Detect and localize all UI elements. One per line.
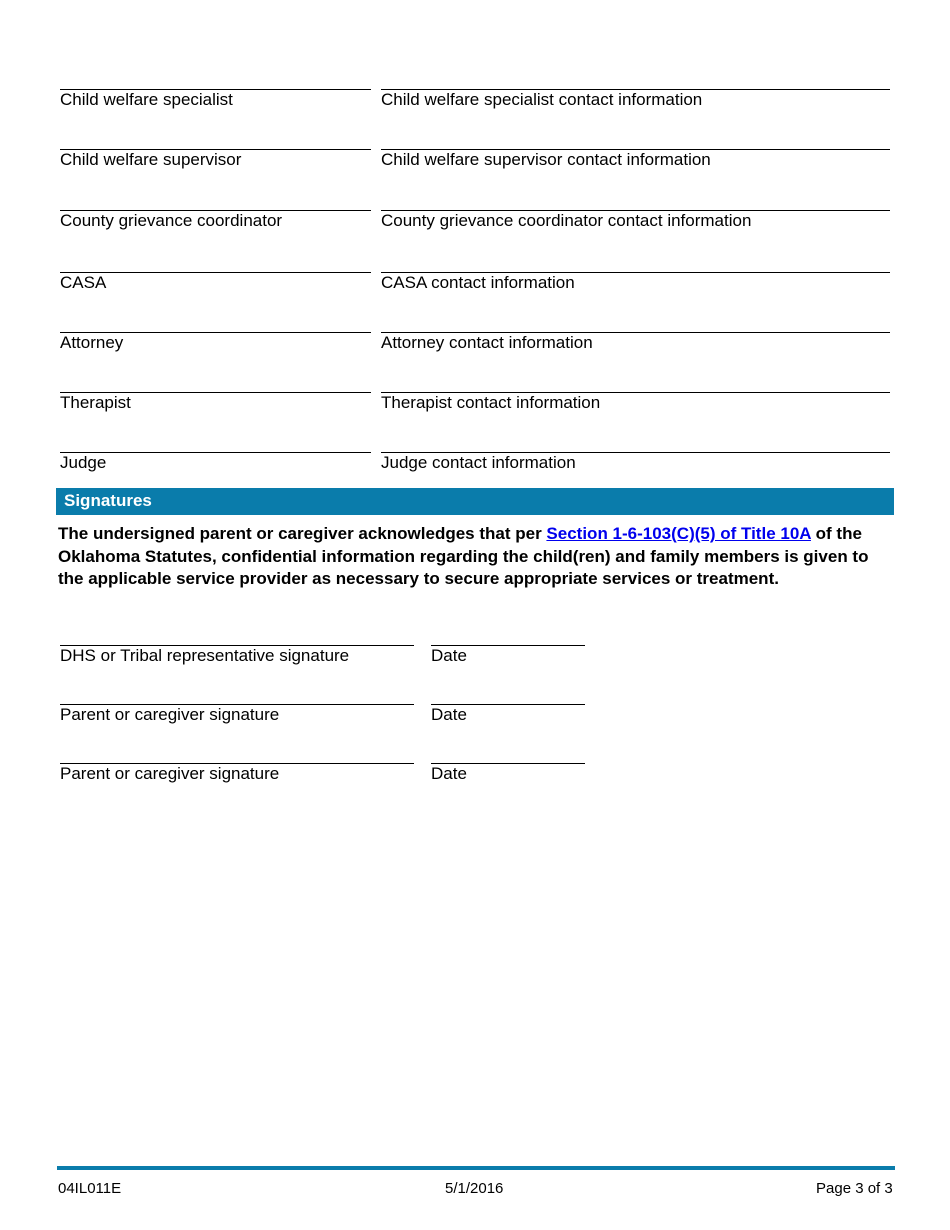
- judge-contact-field[interactable]: [381, 452, 890, 481]
- attorney-contact-label: Attorney contact information: [381, 333, 593, 352]
- page-number: Page 3 of 3: [816, 1180, 893, 1197]
- grievance-label: County grievance coordinator: [60, 211, 283, 230]
- parent-signature-label-1: Parent or caregiver signature: [60, 705, 280, 724]
- parent-date-label-2: Date: [431, 764, 467, 783]
- casa-name-field[interactable]: [60, 272, 371, 301]
- therapist-name-field[interactable]: [60, 392, 371, 421]
- attorney-name-field[interactable]: [60, 332, 371, 361]
- parent-date-field-2[interactable]: [431, 763, 585, 792]
- contact-row-attorney: [0, 332, 950, 362]
- contact-row-grievance: [0, 210, 950, 240]
- supervisor-contact-field[interactable]: [381, 149, 890, 178]
- dhs-date-field[interactable]: [431, 645, 585, 674]
- parent-date-label-1: Date: [431, 705, 467, 724]
- casa-label: CASA: [60, 273, 107, 292]
- judge-contact-label: Judge contact information: [381, 453, 576, 472]
- ack-text-after: of the Oklahoma Statutes, confidential information regarding the child(ren) and family members is given to the applicable service provider as necessary to secure appropriate services or treatment.: [58, 524, 869, 588]
- grievance-contact-field[interactable]: [381, 210, 890, 239]
- judge-name-field[interactable]: [60, 452, 371, 481]
- parent-signature-label-2: Parent or caregiver signature: [60, 764, 280, 783]
- casa-contact-label: CASA contact information: [381, 273, 575, 292]
- grievance-name-field[interactable]: [60, 210, 371, 239]
- therapist-contact-field[interactable]: [381, 392, 890, 421]
- dhs-signature-field[interactable]: [60, 645, 414, 674]
- casa-contact-field[interactable]: [381, 272, 890, 301]
- dhs-signature-label: DHS or Tribal representative signature: [60, 646, 350, 665]
- signature-row-parent-2: [0, 763, 950, 793]
- contact-row-judge: [0, 452, 950, 482]
- attorney-label: Attorney: [60, 333, 124, 352]
- signature-row-dhs: [0, 645, 950, 675]
- signatures-section-title: Signatures: [64, 491, 152, 510]
- contact-row-casa: [0, 272, 950, 302]
- attorney-contact-field[interactable]: [381, 332, 890, 361]
- specialist-name-field[interactable]: [60, 89, 371, 118]
- dhs-date-label: Date: [431, 646, 467, 665]
- parent-signature-field-1[interactable]: [60, 704, 414, 733]
- contact-row-therapist: [0, 392, 950, 422]
- supervisor-contact-label: Child welfare supervisor contact information: [381, 150, 711, 169]
- supervisor-label: Child welfare supervisor: [60, 150, 242, 169]
- therapist-contact-label: Therapist contact information: [381, 393, 601, 412]
- footer-rule: [57, 1166, 895, 1170]
- specialist-label: Child welfare specialist: [60, 90, 233, 109]
- parent-date-field-1[interactable]: [431, 704, 585, 733]
- supervisor-name-field[interactable]: [60, 149, 371, 178]
- parent-signature-field-2[interactable]: [60, 763, 414, 792]
- ack-text-before: The undersigned parent or caregiver acknowledges that per: [58, 524, 547, 543]
- specialist-contact-label: Child welfare specialist contact information: [381, 90, 703, 109]
- signature-row-parent-1: [0, 704, 950, 734]
- contact-row-specialist: [0, 89, 950, 119]
- form-number: 04IL011E: [58, 1180, 122, 1197]
- acknowledgement-paragraph: [58, 523, 898, 591]
- contact-row-supervisor: [0, 149, 950, 179]
- therapist-label: Therapist: [60, 393, 131, 412]
- statute-link[interactable]: Section 1-6-103(C)(5) of Title 10A: [546, 524, 811, 543]
- signatures-section-header: [56, 488, 894, 515]
- specialist-contact-field[interactable]: [381, 89, 890, 118]
- revision-date: 5/1/2016: [445, 1180, 504, 1197]
- judge-label: Judge: [60, 453, 107, 472]
- grievance-contact-label: County grievance coordinator contact information: [381, 211, 752, 230]
